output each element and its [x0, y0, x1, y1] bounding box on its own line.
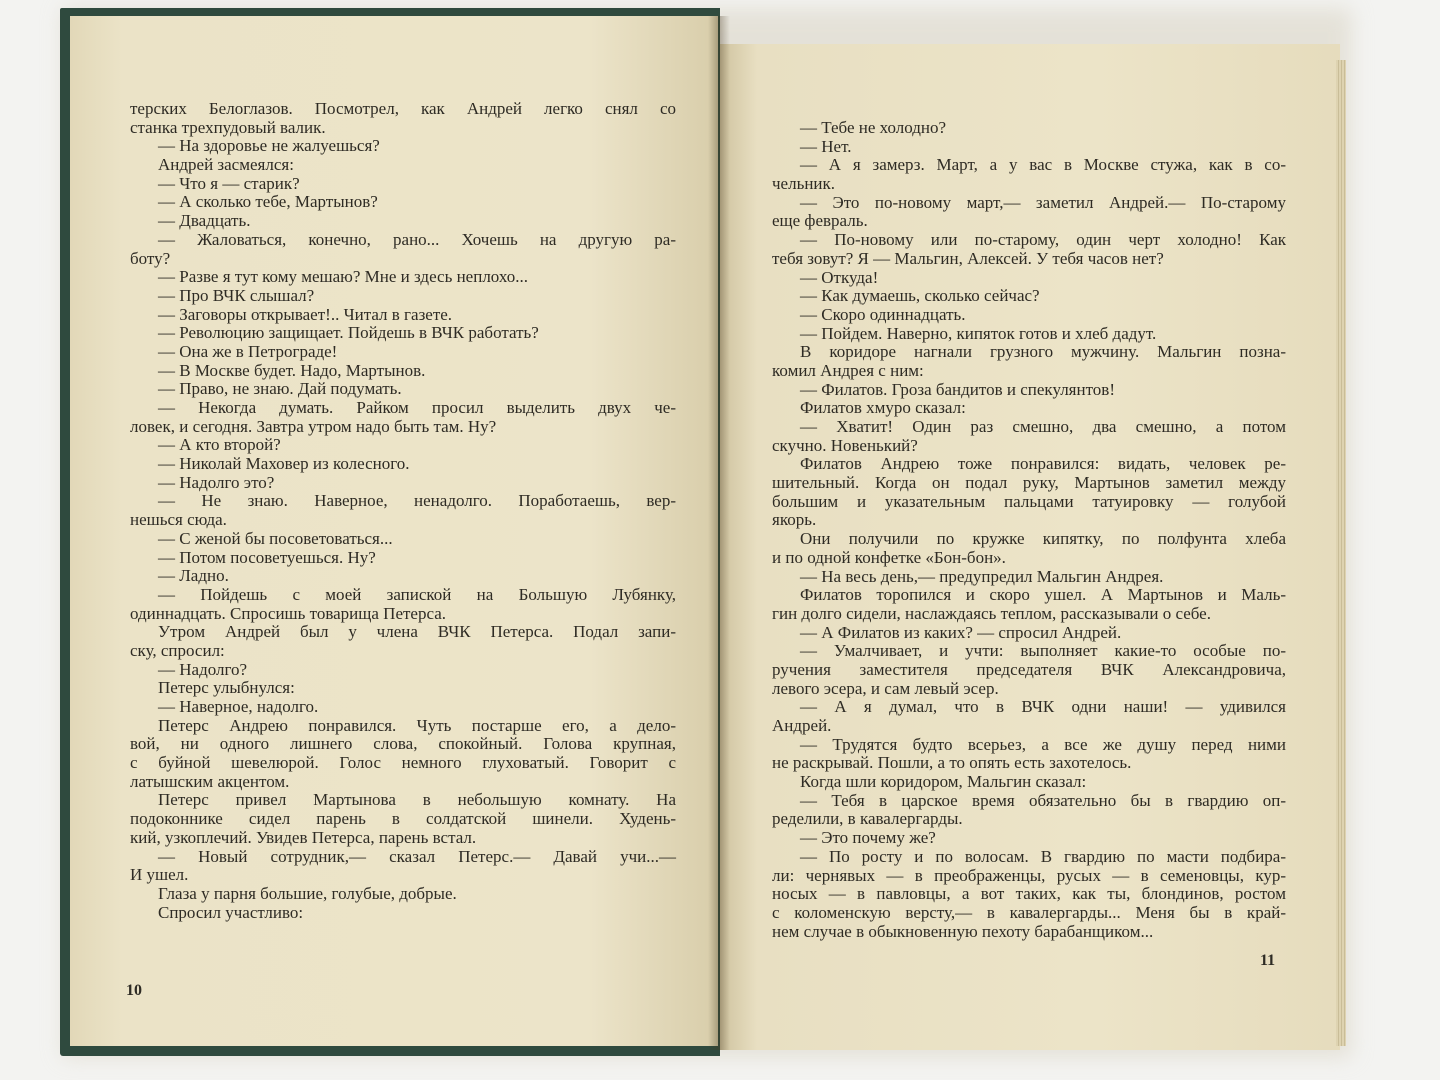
text-line: комил Андрея с ним: — [772, 360, 924, 380]
text-line: не раскрывай. Пошли, а то опять есть захотелось. — [772, 753, 1132, 773]
text-line: Глаза у парня большие, голубые, добрые. — [158, 883, 457, 903]
text-line: — Что я — старик? — [158, 173, 300, 193]
text-line: — Наверное, надолго. — [158, 697, 319, 716]
text-line: нешься сюда. — [130, 510, 227, 530]
text-line: скучно. Новенький? — [772, 435, 918, 455]
book-gutter — [708, 16, 730, 1050]
text-line: — По-новому или по-старому, один черт холодно! Как — [800, 230, 1286, 250]
text-line: И ушел. — [130, 865, 189, 885]
text-line: Когда шли коридором, Мальгин сказал: — [800, 772, 1087, 792]
text-line: чельник. — [772, 174, 836, 194]
text-line: — С женой бы посоветоваться... — [158, 528, 393, 548]
text-line: — Надолго это? — [158, 472, 275, 492]
text-line: — А Филатов из каких? — спросил Андрей. — [800, 622, 1122, 642]
left-page-text — [130, 100, 676, 922]
text-line: Они получили по кружке кипятку, по полфунта хлеба — [800, 529, 1286, 549]
text-line: с коломенскую версту,— в кавалергарды... Меня бы в край- — [772, 902, 1286, 922]
text-line: — Николай Маховер из колесного. — [158, 454, 410, 474]
text-line: терских Белоглазов. Посмотрел, как Андрей легко снял со — [130, 99, 676, 118]
text-line: Андрей засмеялся: — [158, 155, 294, 175]
text-line: Филатов хмуро сказал: — [800, 398, 966, 418]
text-line: — Филатов. Гроза бандитов и спекулянтов! — [800, 379, 1115, 399]
text-line: шительный. Когда он подал руку, Мартынов заметил между — [772, 473, 1286, 493]
text-line: — Она же в Петрограде! — [158, 341, 338, 361]
text-line: ску, спросил: — [130, 640, 225, 660]
text-line: — Ладно. — [158, 566, 229, 586]
text-line: — Революцию защищает. Пойдешь в ВЧК работать? — [158, 323, 539, 343]
text-line: вой, ни одного лишнего слова, спокойный. Голова крупная, — [130, 734, 676, 754]
text-line: — На весь день,— предупредил Мальгин Андрея. — [800, 566, 1164, 586]
text-line: — Надолго? — [158, 659, 248, 679]
text-line: Утром Андрей был у члена ВЧК Петерса. Подал запи- — [158, 622, 676, 642]
text-line: — Трудятся будто всерьез, а все же душу перед ними — [800, 734, 1286, 754]
page-number-right: 11 — [1260, 952, 1276, 969]
text-line: — Скоро одиннадцать. — [800, 304, 966, 324]
text-line: — Тебя в царское время обязательно бы в гвардию оп- — [800, 790, 1286, 810]
text-line: — Двадцать. — [158, 211, 251, 231]
text-line: — Откуда! — [800, 267, 879, 287]
text-line: — Некогда думать. Райком просил выделить двух че- — [158, 398, 676, 417]
text-line: латышским акцентом. — [130, 771, 290, 791]
text-line: — Хватит! Один раз смешно, два смешно, а потом — [800, 417, 1286, 436]
text-line: — Пойдем. Наверно, кипяток готов и хлеб дадут. — [800, 323, 1157, 343]
text-line: — Умалчивает, и учти: выполняет какие-то особые по- — [800, 641, 1286, 661]
text-line: — Не знаю. Наверное, ненадолго. Поработаешь, вер- — [158, 491, 676, 511]
text-line: — Право, не знаю. Дай подумать. — [158, 379, 402, 399]
text-line: — По росту и по волосам. В гвардию по масти подбира- — [800, 846, 1286, 866]
text-line: — Пойдешь с моей запиской на Большую Лубянку, — [158, 584, 676, 604]
text-line: носых — в павловцы, а вот таких, как ты, блондинов, ростом — [772, 884, 1286, 904]
text-line: — А я замерз. Март, а у вас в Москве стужа, как в со- — [800, 155, 1286, 175]
text-line: Петерс улыбнулся: — [158, 678, 295, 698]
text-line: ли: чернявых — в преображенцы, русых — в семеновцы, кур- — [772, 865, 1286, 885]
text-line: — А сколько тебе, Мартынов? — [158, 192, 378, 212]
text-line: и по одной конфетке «Бон-бон». — [772, 547, 1006, 567]
text-line: боту? — [130, 248, 171, 268]
right-page — [720, 44, 1340, 1050]
text-line: ручения заместителя председателя ВЧК Александровича, — [772, 659, 1286, 679]
text-line: ловек, и сегодня. Завтра утром надо быть там. Ну? — [130, 416, 497, 436]
text-line: тебя зовут? Я — Мальгин, Алексей. У тебя часов нет? — [772, 248, 1164, 268]
text-line: — На здоровье не жалуешься? — [158, 136, 380, 156]
text-line: — Про ВЧК слышал? — [158, 285, 315, 305]
text-line: — Заговоры открывает!.. Читал в газете. — [158, 304, 453, 324]
text-line: — Тебе не холодно? — [800, 118, 947, 137]
text-line: — Разве я тут кому мешаю? Мне и здесь неплохо... — [158, 267, 528, 287]
text-line: — Это по-новому март,— заметил Андрей.— По-старому — [800, 192, 1286, 212]
text-line: станка трехпудовый валик. — [130, 117, 326, 137]
left-page — [70, 16, 718, 1046]
text-line: Спросил участливо: — [158, 902, 304, 922]
text-line: подоконнике сидел парень в солдатской шинели. Худень- — [130, 809, 676, 829]
text-line: якорь. — [772, 510, 817, 530]
right-page-text — [772, 119, 1286, 941]
text-line: нем случае в обыкновенную пехоту барабанщиком... — [772, 921, 1154, 941]
page-number-left: 10 — [126, 982, 142, 999]
text-line: Филатов торопился и скоро ушел. А Мартынов и Маль- — [800, 585, 1286, 605]
text-line: — А кто второй? — [158, 435, 281, 455]
text-line: одиннадцать. Спросишь товарища Петерса. — [130, 603, 447, 623]
page-edges — [1336, 60, 1346, 1046]
text-line: гин долго сидели, наслаждаясь теплом, рассказывали о себе. — [772, 603, 1211, 623]
text-line: — Нет. — [800, 136, 852, 156]
text-line: — А я думал, что в ВЧК одни наши! — удивился — [800, 697, 1286, 717]
text-line: ределили, в кавалергарды. — [772, 809, 963, 829]
text-line: большим и указательным пальцами татуировку — голубой — [772, 491, 1286, 511]
text-line: Петерс привел Мартынова в небольшую комнату. На — [158, 790, 676, 810]
text-line: — Это почему же? — [800, 828, 936, 848]
text-line: Андрей. — [772, 716, 832, 735]
text-line: кий, узкоплечий. Увидев Петерса, парень встал. — [130, 827, 477, 847]
text-line: — Как думаешь, сколько сейчас? — [800, 286, 1040, 306]
text-line: — В Москве будет. Надо, Мартынов. — [158, 360, 426, 380]
text-line: Филатов Андрею тоже понравился: видать, человек ре- — [800, 454, 1286, 474]
text-line: с буйной шевелюрой. Голос немного глуховатый. Говорит с — [130, 753, 676, 773]
text-line: — Жаловаться, конечно, рано... Хочешь на другую ра- — [158, 229, 676, 249]
text-line: еще февраль. — [772, 211, 868, 231]
text-line: левого эсера, и сам левый эсер. — [772, 678, 999, 698]
text-line: — Новый сотрудник,— сказал Петерс.— Давай учи...— — [158, 846, 676, 866]
text-line: Петерс Андрею понравился. Чуть постарше его, а дело- — [158, 715, 676, 735]
text-line: — Потом посоветуешься. Ну? — [158, 547, 376, 567]
text-line: В коридоре нагнали грузного мужчину. Мальгин позна- — [800, 342, 1286, 362]
